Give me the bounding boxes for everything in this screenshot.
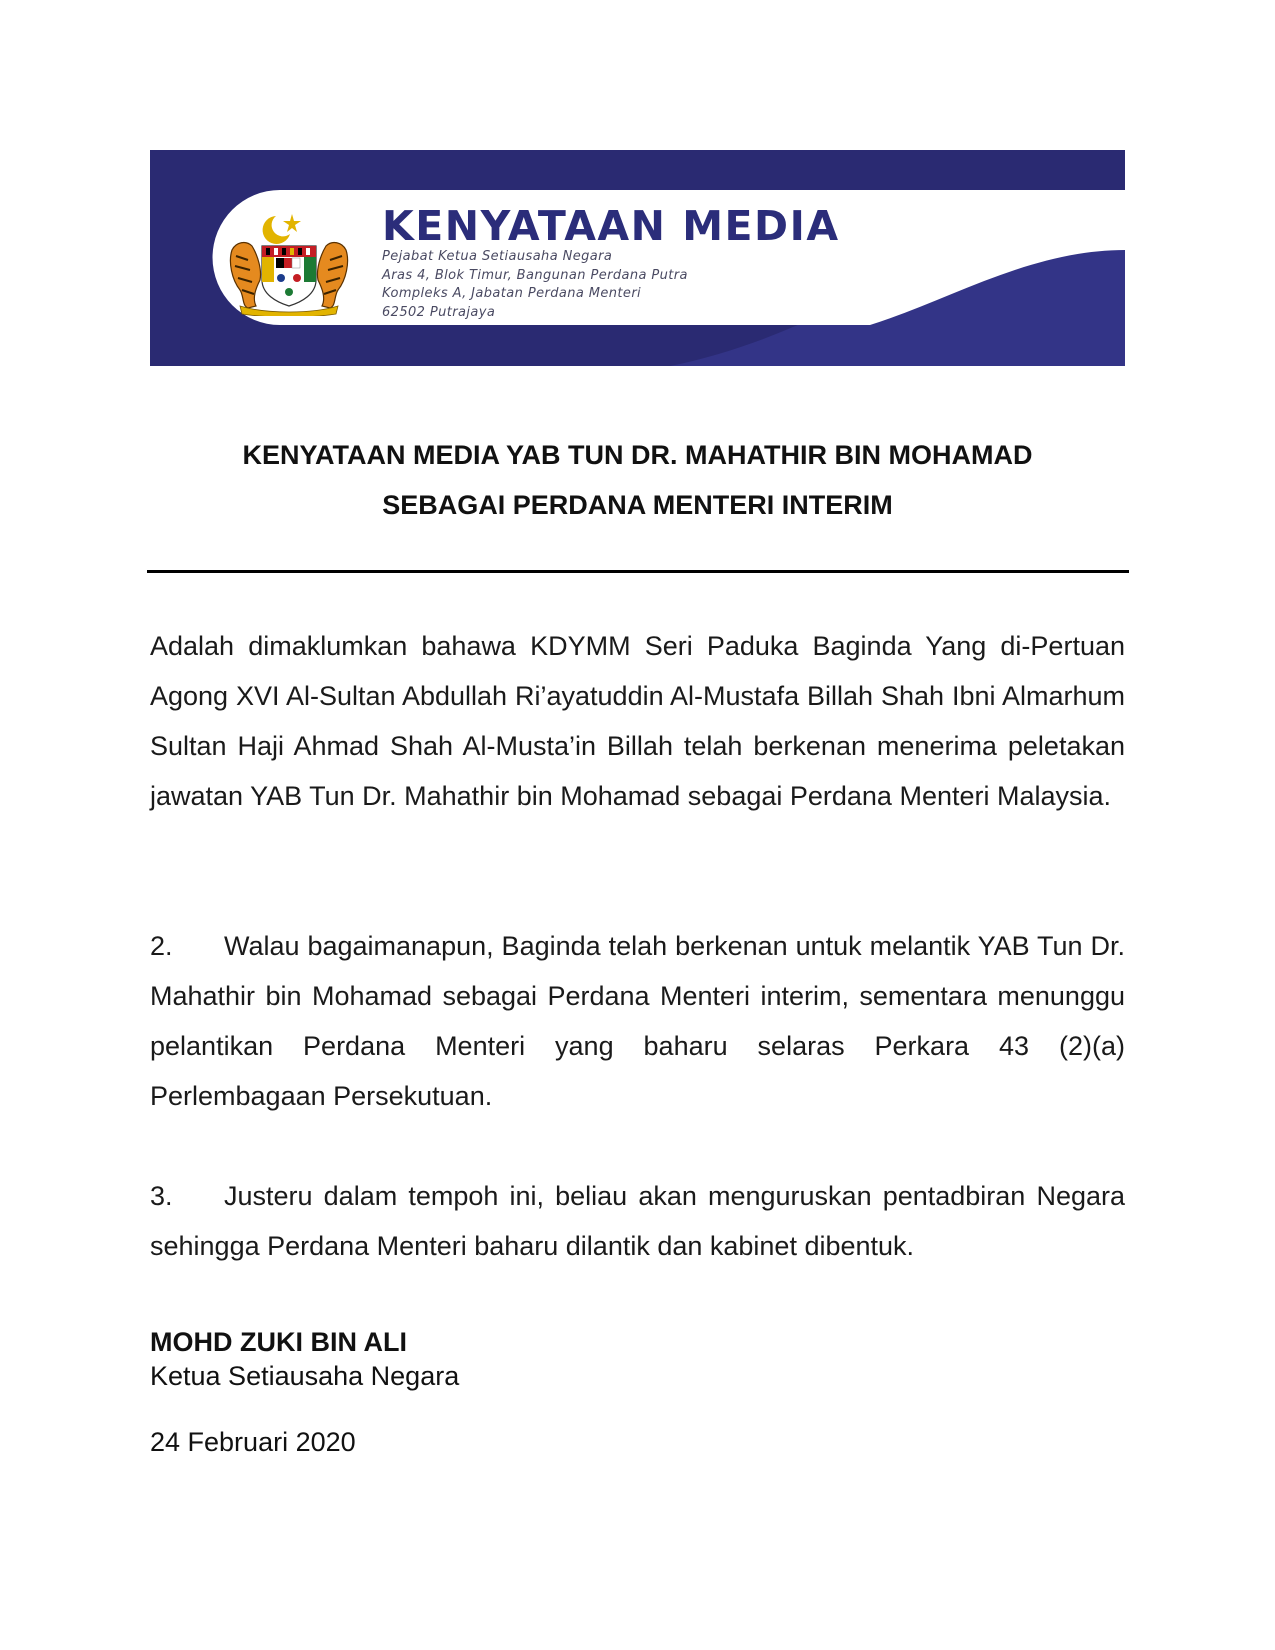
paragraph-number: 2. [150,931,173,961]
office-address [382,248,688,322]
paragraph-number: 3. [150,1181,173,1211]
signer-name: MOHD ZUKI BIN ALI [150,1327,407,1357]
address-line: 62502 Putrajaya [382,304,496,320]
document-title [150,430,1125,530]
paragraph-3 [150,1171,1125,1271]
paragraph-1 [150,621,1125,821]
title-divider [147,570,1129,573]
paragraph-2 [150,921,1125,1121]
banner-title: KENYATAAN MEDIA [382,202,840,250]
address-line: Kompleks A, Jabatan Perdana Menteri [382,286,642,301]
document-title-line: KENYATAAN MEDIA YAB TUN DR. MAHATHIR BIN MOHAMAD [242,440,1033,470]
paragraph-text: Justeru dalam tempoh ini, beliau akan menguruskan pentadbiran Negara sehingga Perdana Menteri baharu dilantik dan kabinet dibentuk. [150,1181,1125,1261]
malaysia-coat-of-arms-icon [226,210,352,316]
document-date: 24 Februari 2020 [150,1427,356,1457]
paragraph-text: Walau bagaimanapun, Baginda telah berkenan untuk melantik YAB Tun Dr. Mahathir bin Mohamad sebagai Perdana Menteri interim, sementara menunggu pelantikan Perdana Menteri yang baharu selaras Perkara 43 (2)(a) Perlembagaan Persekutuan. [150,931,1125,1111]
signer-title: Ketua Setiausaha Negara [150,1361,460,1391]
paragraph-text: Adalah dimaklumkan bahawa KDYMM Seri Paduka Baginda Yang di-Pertuan Agong XVI Al-Sultan Abdullah Ri’ayatuddin Al-Mustafa Billah Shah Ibni Almarhum Sultan Haji Ahmad Shah Al-Musta’in Billah telah berkenan menerima peletakan jawatan YAB Tun Dr. Mahathir bin Mohamad sebagai Perdana Menteri Malaysia. [150,631,1125,811]
media-statement-banner [150,150,1125,366]
document-title-line: SEBAGAI PERDANA MENTERI INTERIM [382,490,893,520]
address-line: Pejabat Ketua Setiausaha Negara [382,249,613,264]
address-line: Aras 4, Blok Timur, Bangunan Perdana Putra [382,267,688,283]
